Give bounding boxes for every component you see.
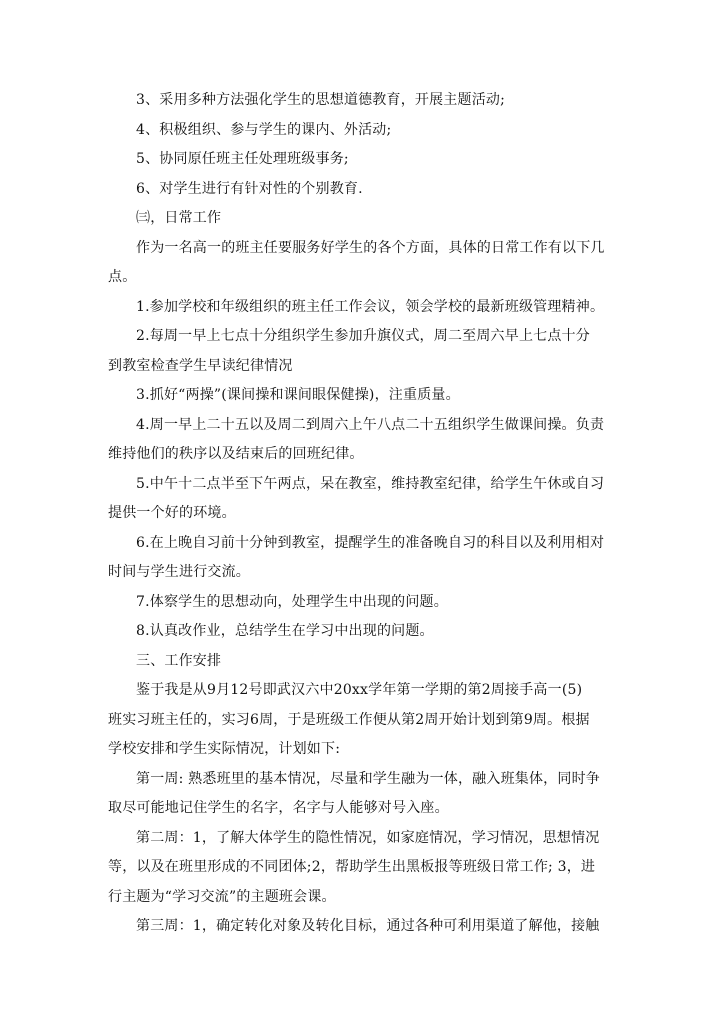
text-line: 2.每周一早上七点十分组织学生参加升旗仪式，周二至周六早上七点十分 <box>136 328 590 344</box>
document-body <box>108 86 613 942</box>
text-line: 4.周一早上二十五以及周二到周六上午八点二十五组织学生做课间操。负责 <box>136 416 605 433</box>
text-line: 4、积极组织、参与学生的课内、外活动; <box>136 121 392 138</box>
text-line: ㈢，日常工作 <box>136 210 222 226</box>
text-line: 作为一名高一的班主任要服务好学生的各个方面，具体的日常工作有以下几 <box>136 239 605 256</box>
text-line: 第一周: 熟悉班里的基本情况，尽量和学生融为一体，融入班集体，同时争 <box>136 770 600 787</box>
text-line: 提供一个好的环境。 <box>108 505 236 521</box>
text-line: 5、协同原任班主任处理班级事务; <box>136 151 349 167</box>
text-line: 3.抓好“两操”(课间操和课间眼保健操)，注重质量。 <box>136 387 460 403</box>
text-line: 行主题为“学习交流”的主题班会课。 <box>108 888 336 905</box>
text-line: 班实习班主任的，实习6周，于是班级工作便从第2周开始计划到第9周。根据 <box>108 711 590 728</box>
text-line: 维持他们的秩序以及结束后的回班纪律。 <box>108 446 364 462</box>
text-line: 5.中午十二点半至下午两点，呆在教室，维持教室纪律，给学生午休或自习 <box>136 475 605 492</box>
text-line: 7.体察学生的思想动向，处理学生中出现的问题。 <box>136 593 448 610</box>
text-line: 1.参加学校和年级组织的班主任工作会议，领会学校的最新班级管理精神。 <box>136 298 605 315</box>
text-line: 等，以及在班里形成的不同团体;2，帮助学生出黑板报等班级日常工作; 3，进 <box>108 859 596 875</box>
text-line: 到教室检查学生早读纪律情况 <box>108 357 293 374</box>
text-line: 第三周：1，确定转化对象及转化目标，通过各种可利用渠道了解他，接触 <box>136 918 600 934</box>
text-line: 第二周：1，了解大体学生的隐性情况，如家庭情况，学习情况，思想情况 <box>136 829 600 846</box>
text-line: 3、采用多种方法强化学生的思想道德教育，开展主题活动; <box>136 92 506 108</box>
text-line: 三、工作安排 <box>136 652 222 669</box>
text-line: 学校安排和学生实际情况，计划如下: <box>108 741 341 757</box>
text-line: 鉴于我是从9月12号即武汉六中20xx学年第一学期的第2周接手高一(5) <box>136 682 583 698</box>
text-line: 点。 <box>108 269 137 285</box>
text-line: 6.在上晚自习前十分钟到教室，提醒学生的准备晚自习的科目以及利用相对 <box>136 534 605 551</box>
text-line: 取尽可能地记住学生的名字，名字与人能够对号入座。 <box>108 800 449 816</box>
text-line: 时间与学生进行交流。 <box>108 564 250 580</box>
text-line: 6、对学生进行有针对性的个别教育. <box>136 180 363 197</box>
text-line: 8.认真改作业，总结学生在学习中出现的问题。 <box>136 623 434 639</box>
